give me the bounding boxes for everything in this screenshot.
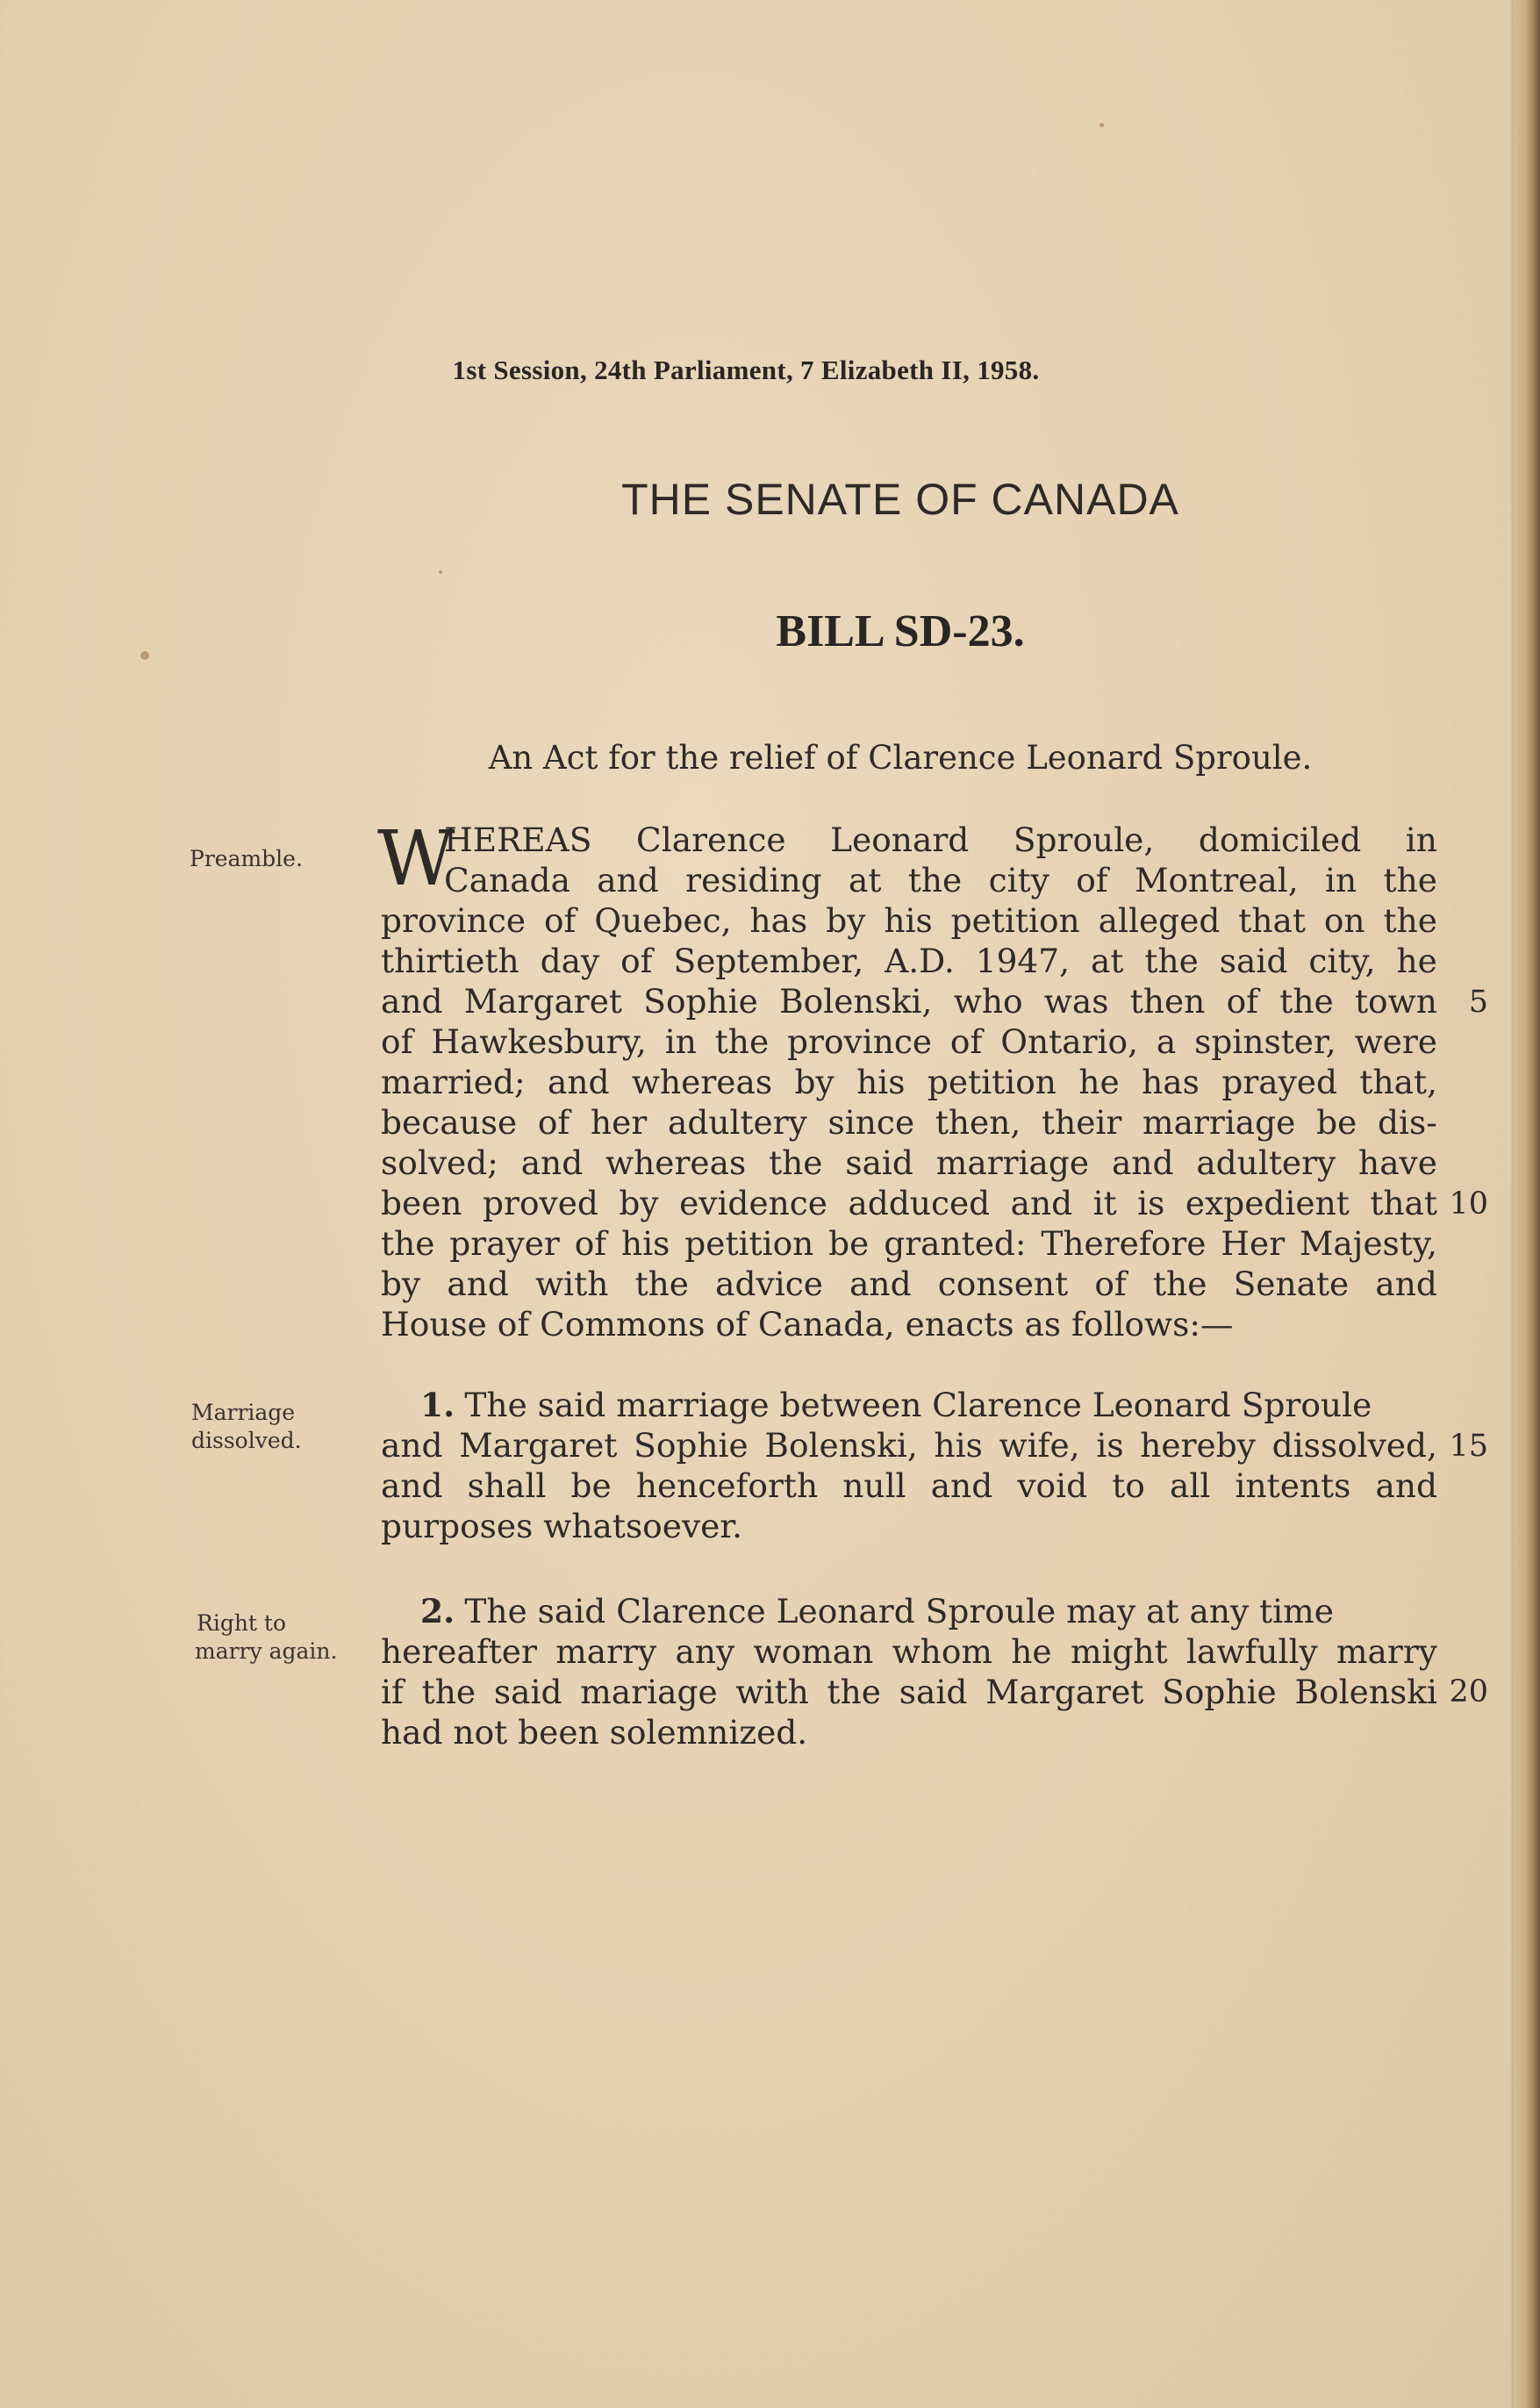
- word: and: [447, 1265, 509, 1303]
- word: petition: [927, 1063, 1057, 1101]
- word: the: [1152, 1265, 1207, 1303]
- word: province: [381, 901, 526, 940]
- word: his: [621, 1224, 670, 1263]
- body-line-text: [444, 860, 1437, 900]
- word: Bolenski,: [779, 982, 933, 1021]
- word: by: [794, 1063, 834, 1101]
- word: Montreal,: [1135, 861, 1299, 899]
- word: in: [664, 1022, 697, 1061]
- word: expedient: [1185, 1184, 1350, 1222]
- word: and: [381, 982, 443, 1021]
- bill-number: BILL SD-23.: [776, 606, 1025, 656]
- word: HEREAS: [444, 821, 592, 859]
- body-line: [381, 900, 1437, 941]
- word: and: [548, 1063, 610, 1101]
- body-line: [381, 1062, 1437, 1102]
- word: Clarence: [636, 821, 786, 859]
- word: Bolenski: [1294, 1673, 1437, 1711]
- word: might: [1070, 1632, 1168, 1671]
- body-line-text: had not been solemnized.: [381, 1713, 808, 1752]
- body-line: [381, 1304, 1437, 1344]
- bill-subtitle: An Act for the relief of Clarence Leonard Sproule.: [488, 739, 1313, 777]
- margin-note-preamble: [190, 845, 303, 873]
- body-line: [381, 1143, 1437, 1183]
- word: of: [381, 1022, 413, 1061]
- body-line: [381, 1712, 1437, 1752]
- word: then,: [935, 1103, 1021, 1142]
- body-line: [381, 1672, 1437, 1712]
- body-line-text: [381, 1183, 1437, 1223]
- word: by: [381, 1265, 421, 1303]
- body-line: [381, 1506, 1437, 1546]
- word: adduced: [848, 1184, 991, 1222]
- body-line-text: [381, 1672, 1437, 1712]
- word: and: [381, 1466, 443, 1505]
- word: that: [1370, 1184, 1437, 1222]
- word: province: [787, 1022, 933, 1061]
- word: prayed: [1221, 1063, 1337, 1101]
- word: he: [1078, 1063, 1120, 1101]
- word: 1947,: [975, 942, 1071, 980]
- word: Quebec,: [594, 901, 732, 940]
- body-line-text: [381, 1143, 1437, 1183]
- word: residing: [685, 861, 822, 899]
- word: the: [827, 1673, 881, 1711]
- body-line-text: [381, 1631, 1437, 1672]
- word: whom: [892, 1632, 992, 1671]
- line-number-15: 15: [1449, 1429, 1488, 1464]
- paper-speck: [439, 570, 442, 574]
- word: wife,: [999, 1426, 1080, 1465]
- word: the: [381, 1224, 435, 1263]
- word: consent: [937, 1265, 1069, 1303]
- word: by: [619, 1184, 659, 1222]
- word: hereby: [1140, 1426, 1256, 1465]
- word: of: [543, 901, 577, 940]
- word: the: [1383, 901, 1437, 940]
- word: Her: [1221, 1224, 1286, 1263]
- word: in: [1325, 861, 1357, 899]
- word: solved;: [381, 1143, 498, 1182]
- word: by: [826, 901, 866, 940]
- word: said: [899, 1673, 968, 1711]
- word: advice: [715, 1265, 823, 1303]
- line-number-20: 20: [1449, 1674, 1488, 1709]
- body-line: [381, 1223, 1437, 1264]
- word: petition: [684, 1224, 814, 1263]
- word: hereafter: [381, 1632, 537, 1671]
- word: marriage: [935, 1143, 1090, 1182]
- word: said: [845, 1143, 913, 1182]
- word: then: [1129, 982, 1206, 1021]
- word: day: [540, 942, 600, 980]
- word: and: [849, 1265, 912, 1303]
- page-edge: [1514, 0, 1540, 2408]
- paper-speck: [1099, 123, 1104, 127]
- word: thirtieth: [381, 942, 519, 980]
- word: void: [1017, 1466, 1088, 1505]
- word: he: [1011, 1632, 1052, 1671]
- section-number: 2.: [420, 1592, 455, 1630]
- margin-note-text: dissolved.: [191, 1428, 302, 1453]
- body-line-text: [381, 900, 1437, 941]
- body-line-text: [444, 820, 1437, 860]
- session-line: 1st Session, 24th Parliament, 7 Elizabeth II, 1958.: [452, 355, 1040, 385]
- word: been: [381, 1184, 462, 1222]
- word: marriage: [1142, 1103, 1296, 1142]
- margin-note-text: Right to: [197, 1610, 287, 1636]
- word: and: [1111, 1143, 1174, 1182]
- section-1-paragraph: [381, 1385, 1437, 1546]
- word: shall: [467, 1466, 547, 1505]
- word: of: [1094, 1265, 1127, 1303]
- word: has: [749, 901, 808, 940]
- word: has: [1142, 1063, 1200, 1101]
- word: Margaret: [459, 1426, 618, 1465]
- word: because: [381, 1103, 518, 1142]
- word: mariage: [580, 1673, 718, 1711]
- word: henceforth: [635, 1466, 819, 1505]
- body-line-text: [381, 1102, 1437, 1143]
- body-line-text: purposes whatsoever.: [381, 1507, 743, 1545]
- word: be: [1316, 1103, 1357, 1142]
- word: marry: [1336, 1632, 1437, 1671]
- body-line: [381, 981, 1437, 1021]
- word: woman: [753, 1632, 874, 1671]
- margin-note-right-to-marry: [197, 1609, 337, 1666]
- word: is: [1096, 1426, 1124, 1465]
- word: Bolenski,: [764, 1426, 918, 1465]
- word: September,: [673, 942, 864, 980]
- word: spinster,: [1194, 1022, 1336, 1061]
- word: of: [574, 1224, 607, 1263]
- word: if: [381, 1673, 404, 1711]
- word: of: [1226, 982, 1259, 1021]
- word: all: [1170, 1466, 1211, 1505]
- word: proved: [483, 1184, 598, 1222]
- word: Sproule,: [1013, 821, 1155, 859]
- word: adultery: [1196, 1143, 1336, 1182]
- word: is: [1137, 1184, 1165, 1222]
- word: of: [949, 1022, 983, 1061]
- word: lawfully: [1186, 1632, 1318, 1671]
- word: null: [842, 1466, 906, 1505]
- body-line: [381, 1425, 1437, 1466]
- word: their: [1042, 1103, 1122, 1142]
- word: Margaret: [463, 982, 622, 1021]
- body-line: [381, 1102, 1437, 1143]
- word: Therefore: [1041, 1224, 1207, 1263]
- word: A.D.: [885, 942, 955, 980]
- word: whereas: [631, 1063, 773, 1101]
- word: at: [1091, 942, 1124, 980]
- word: her: [591, 1103, 648, 1142]
- body-line: [381, 1631, 1437, 1672]
- word: the: [1279, 982, 1334, 1021]
- word: of: [1076, 861, 1108, 899]
- word: to: [1112, 1466, 1145, 1505]
- word: the: [1383, 861, 1437, 899]
- section-2-paragraph: [381, 1591, 1437, 1752]
- word: granted:: [884, 1224, 1027, 1263]
- body-line: [381, 1591, 1437, 1631]
- word: city: [988, 861, 1049, 899]
- body-line: [381, 1183, 1437, 1223]
- preamble-paragraph: [377, 815, 1437, 1344]
- word: the: [714, 1022, 770, 1061]
- word: his: [884, 901, 933, 940]
- margin-note-text: Preamble.: [190, 846, 303, 871]
- word: the: [634, 1265, 689, 1303]
- word: intents: [1235, 1466, 1351, 1505]
- body-line: [381, 860, 1437, 900]
- word: was: [1043, 982, 1109, 1021]
- body-line: [381, 941, 1437, 981]
- word: adultery: [667, 1103, 807, 1142]
- margin-note-text: Marriage: [191, 1400, 296, 1425]
- body-line-text: The said marriage between Clarence Leonard Sproule: [464, 1386, 1372, 1424]
- word: town: [1354, 982, 1437, 1021]
- word: said: [1219, 942, 1288, 980]
- word: city,: [1308, 942, 1376, 980]
- drop-cap: W: [377, 815, 455, 903]
- word: on: [1323, 901, 1365, 940]
- body-line: [381, 820, 1437, 860]
- word: have: [1358, 1143, 1437, 1182]
- body-line: [381, 1264, 1437, 1304]
- word: be: [570, 1466, 612, 1505]
- word: and: [381, 1426, 443, 1465]
- word: with: [735, 1673, 809, 1711]
- word: dissolved,: [1271, 1426, 1437, 1465]
- body-line-text: [381, 1223, 1437, 1264]
- word: Sophie: [1162, 1673, 1277, 1711]
- word: his: [934, 1426, 983, 1465]
- body-line-text: [381, 1062, 1437, 1102]
- word: who: [953, 982, 1023, 1021]
- word: be: [828, 1224, 870, 1263]
- word: that,: [1359, 1063, 1437, 1101]
- body-line-text: House of Commons of Canada, enacts as follows:—: [381, 1305, 1234, 1344]
- word: any: [675, 1632, 735, 1671]
- word: and: [1375, 1265, 1437, 1303]
- word: in: [1405, 821, 1437, 859]
- word: he: [1396, 942, 1437, 980]
- word: petition: [950, 901, 1080, 940]
- word: domiciled: [1198, 821, 1362, 859]
- word: marry: [555, 1632, 657, 1671]
- word: the: [907, 861, 963, 899]
- body-line-text: [381, 1264, 1437, 1304]
- margin-note-marriage-dissolved: [191, 1399, 302, 1455]
- senate-title: THE SENATE OF CANADA: [621, 475, 1179, 524]
- word: Ontario,: [1000, 1022, 1138, 1061]
- word: the: [421, 1673, 476, 1711]
- line-number-10: 10: [1449, 1186, 1488, 1222]
- word: Leonard: [830, 821, 970, 859]
- word: and: [1375, 1466, 1437, 1505]
- section-number: 1.: [420, 1386, 455, 1424]
- word: prayer: [449, 1224, 560, 1263]
- body-line-text: [381, 1425, 1437, 1466]
- word: Majesty,: [1299, 1224, 1437, 1263]
- word: since: [827, 1103, 915, 1142]
- word: Margaret: [985, 1673, 1144, 1711]
- word: a: [1156, 1022, 1177, 1061]
- word: with: [535, 1265, 609, 1303]
- word: said: [493, 1673, 562, 1711]
- body-line: [381, 1021, 1437, 1062]
- word: and: [597, 861, 659, 899]
- word: at: [849, 861, 882, 899]
- word: his: [856, 1063, 906, 1101]
- word: Sophie: [634, 1426, 749, 1465]
- margin-note-text: marry again.: [195, 1638, 338, 1664]
- word: dis-: [1377, 1103, 1437, 1142]
- word: Senate: [1233, 1265, 1350, 1303]
- body-line-text: [381, 941, 1437, 981]
- word: whereas: [605, 1143, 747, 1182]
- word: alleged: [1098, 901, 1221, 940]
- word: and: [1010, 1184, 1073, 1222]
- body-line: [381, 1385, 1437, 1425]
- word: of: [620, 942, 653, 980]
- word: and: [930, 1466, 993, 1505]
- body-line: [381, 1466, 1437, 1506]
- word: and: [520, 1143, 584, 1182]
- body-line-text: The said Clarence Leonard Sproule may at any time: [464, 1592, 1334, 1630]
- word: that: [1238, 901, 1306, 940]
- word: were: [1354, 1022, 1437, 1061]
- word: of: [537, 1103, 570, 1142]
- word: evidence: [679, 1184, 827, 1222]
- line-number-5: 5: [1468, 985, 1488, 1020]
- word: the: [769, 1143, 823, 1182]
- word: it: [1092, 1184, 1117, 1222]
- word: Hawkesbury,: [431, 1022, 647, 1061]
- word: the: [1144, 942, 1199, 980]
- word: Sophie: [643, 982, 758, 1021]
- body-line-text: [381, 1466, 1437, 1506]
- body-line-text: [381, 1021, 1437, 1062]
- word: married;: [381, 1063, 526, 1101]
- body-line-text: [381, 981, 1437, 1021]
- word: Canada: [444, 861, 570, 899]
